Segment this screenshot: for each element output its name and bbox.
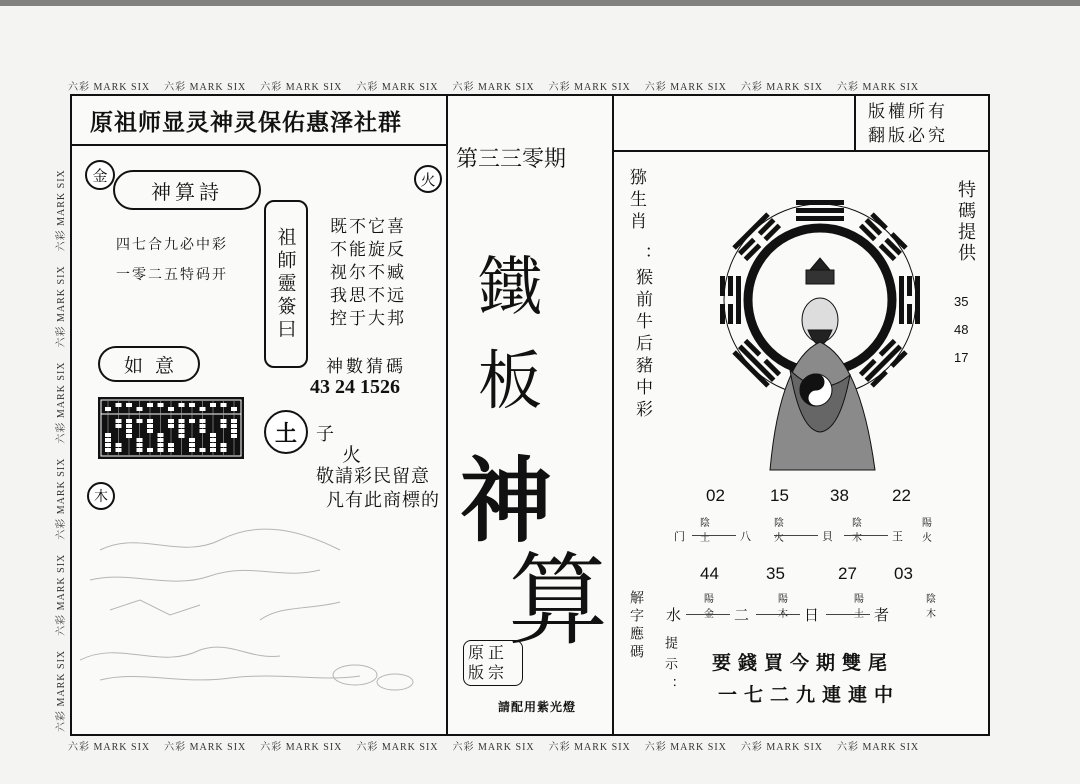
watermark-text: 六彩 MARK SIX	[644, 82, 727, 93]
watermark-text: 六彩 MARK SIX	[260, 82, 343, 93]
watermark-text: 六彩 MARK SIX	[56, 169, 67, 252]
watermark-text: 六彩 MARK SIX	[56, 649, 67, 732]
right-top-rule	[612, 150, 856, 152]
stamp-line: 原正	[468, 643, 509, 662]
issue-number: 第三三零期	[456, 147, 567, 172]
watermark-text: 六彩 MARK SIX	[56, 265, 67, 348]
tag-metal: 金	[85, 160, 115, 190]
oracle-line: 我思不远	[330, 286, 406, 306]
watermark-text: 六彩 MARK SIX	[164, 742, 247, 753]
watermark-text: 六彩 MARK SIX	[68, 742, 151, 753]
trigram	[859, 212, 908, 261]
landscape-sketch	[80, 510, 440, 710]
oracle-line: 控于大邦	[330, 309, 406, 329]
watermark-text: 六彩 MARK SIX	[56, 457, 67, 540]
oracle-label: 祖師靈簽曰	[274, 226, 297, 342]
trigram	[796, 200, 844, 221]
left-header: 原祖师显灵神灵保佑惠泽社群	[90, 110, 402, 136]
copyright-line: 翻版必究	[868, 126, 948, 146]
watermark-text: 六彩 MARK SIX	[740, 82, 823, 93]
title-char-3: 神	[460, 447, 553, 555]
abacus-icon	[98, 397, 244, 459]
huo-char: 火	[342, 444, 362, 466]
divider-right	[612, 94, 614, 736]
tag-fire: 火	[414, 165, 442, 193]
watermark-text: 六彩 MARK SIX	[740, 742, 823, 753]
trigram	[732, 212, 781, 261]
authentic-stamp	[463, 640, 523, 686]
watermark-text: 六彩 MARK SIX	[356, 82, 439, 93]
trigram	[732, 339, 781, 388]
watermark-text: 六彩 MARK SIX	[56, 553, 67, 636]
copyright-line: 版權所有	[868, 102, 948, 122]
watermark-text: 六彩 MARK SIX	[260, 742, 343, 753]
uv-light-note: 請配用紫光燈	[498, 700, 577, 714]
watermark-text: 六彩 MARK SIX	[68, 82, 151, 93]
oracle-lines	[330, 216, 406, 331]
ruyi-box	[98, 346, 200, 382]
stamp-line: 版宗	[468, 663, 509, 682]
oracle-line: 视尔不臧	[330, 263, 406, 283]
oracle-line: 既不它喜	[330, 217, 406, 237]
hint-line-1: 要錢買今期雙尾	[712, 652, 895, 674]
watermark-text: 六彩 MARK SIX	[452, 82, 535, 93]
copyright-box	[854, 94, 990, 152]
watermark-text: 六彩 MARK SIX	[452, 742, 535, 753]
watermark-text: 六彩 MARK SIX	[356, 742, 439, 753]
watermark-text: 六彩 MARK SIX	[644, 742, 727, 753]
scan-top-edge	[0, 0, 1080, 6]
poem-title-box	[113, 170, 261, 210]
divider-left	[446, 94, 448, 736]
watermark-text: 六彩 MARK SIX	[56, 361, 67, 444]
zi-char: 子	[316, 424, 334, 445]
watermark-text: 六彩 MARK SIX	[837, 742, 920, 753]
poem-title: 神算詩	[151, 179, 223, 204]
oracle-label-box	[264, 200, 308, 368]
tag-wood: 木	[87, 482, 115, 510]
special-numbers	[954, 288, 968, 372]
ruyi-text: 如 意	[123, 354, 175, 377]
title-char-4: 算	[508, 542, 608, 659]
watermark-text: 六彩 MARK SIX	[837, 82, 920, 93]
hint-line-2: 一七二九連連中	[718, 684, 901, 706]
decode-label: 解字應碼	[628, 590, 644, 662]
left-header-rule	[70, 144, 448, 146]
special-number: 35	[954, 294, 969, 309]
watermark-strip-left	[52, 92, 67, 732]
trigram	[859, 339, 908, 388]
notice-line-2: 凡有此商標的	[326, 490, 440, 511]
bagua-deity-illustration	[700, 170, 940, 480]
watermark-text: 六彩 MARK SIX	[548, 82, 631, 93]
zodiac-text: ：猴前牛后豬中彩	[632, 246, 652, 422]
guess-label: 神數猜碼	[326, 357, 406, 377]
watermark-strip-bottom	[68, 738, 988, 753]
zodiac-label: 猕生肖	[626, 168, 646, 234]
trigram	[720, 276, 741, 324]
poem-line-2: 一零二五特码开	[116, 267, 228, 283]
tag-earth: 土	[264, 410, 308, 454]
poem-line-1: 四七合九必中彩	[116, 237, 228, 253]
watermark-strip-top	[68, 78, 988, 93]
oracle-line: 不能旋反	[330, 240, 406, 260]
hint-label: 提示：	[662, 636, 677, 699]
special-number: 17	[954, 350, 969, 365]
watermark-text: 六彩 MARK SIX	[164, 82, 247, 93]
watermark-text: 六彩 MARK SIX	[548, 742, 631, 753]
special-label: 特碼提供	[955, 180, 976, 264]
notice-line-1: 敬請彩民留意	[316, 466, 430, 487]
guess-numbers: 43 24 1526	[310, 376, 400, 398]
title-char-1: 鐵	[478, 251, 542, 325]
trigram	[899, 276, 920, 324]
title-char-2: 板	[478, 345, 542, 419]
special-number: 48	[954, 322, 969, 337]
